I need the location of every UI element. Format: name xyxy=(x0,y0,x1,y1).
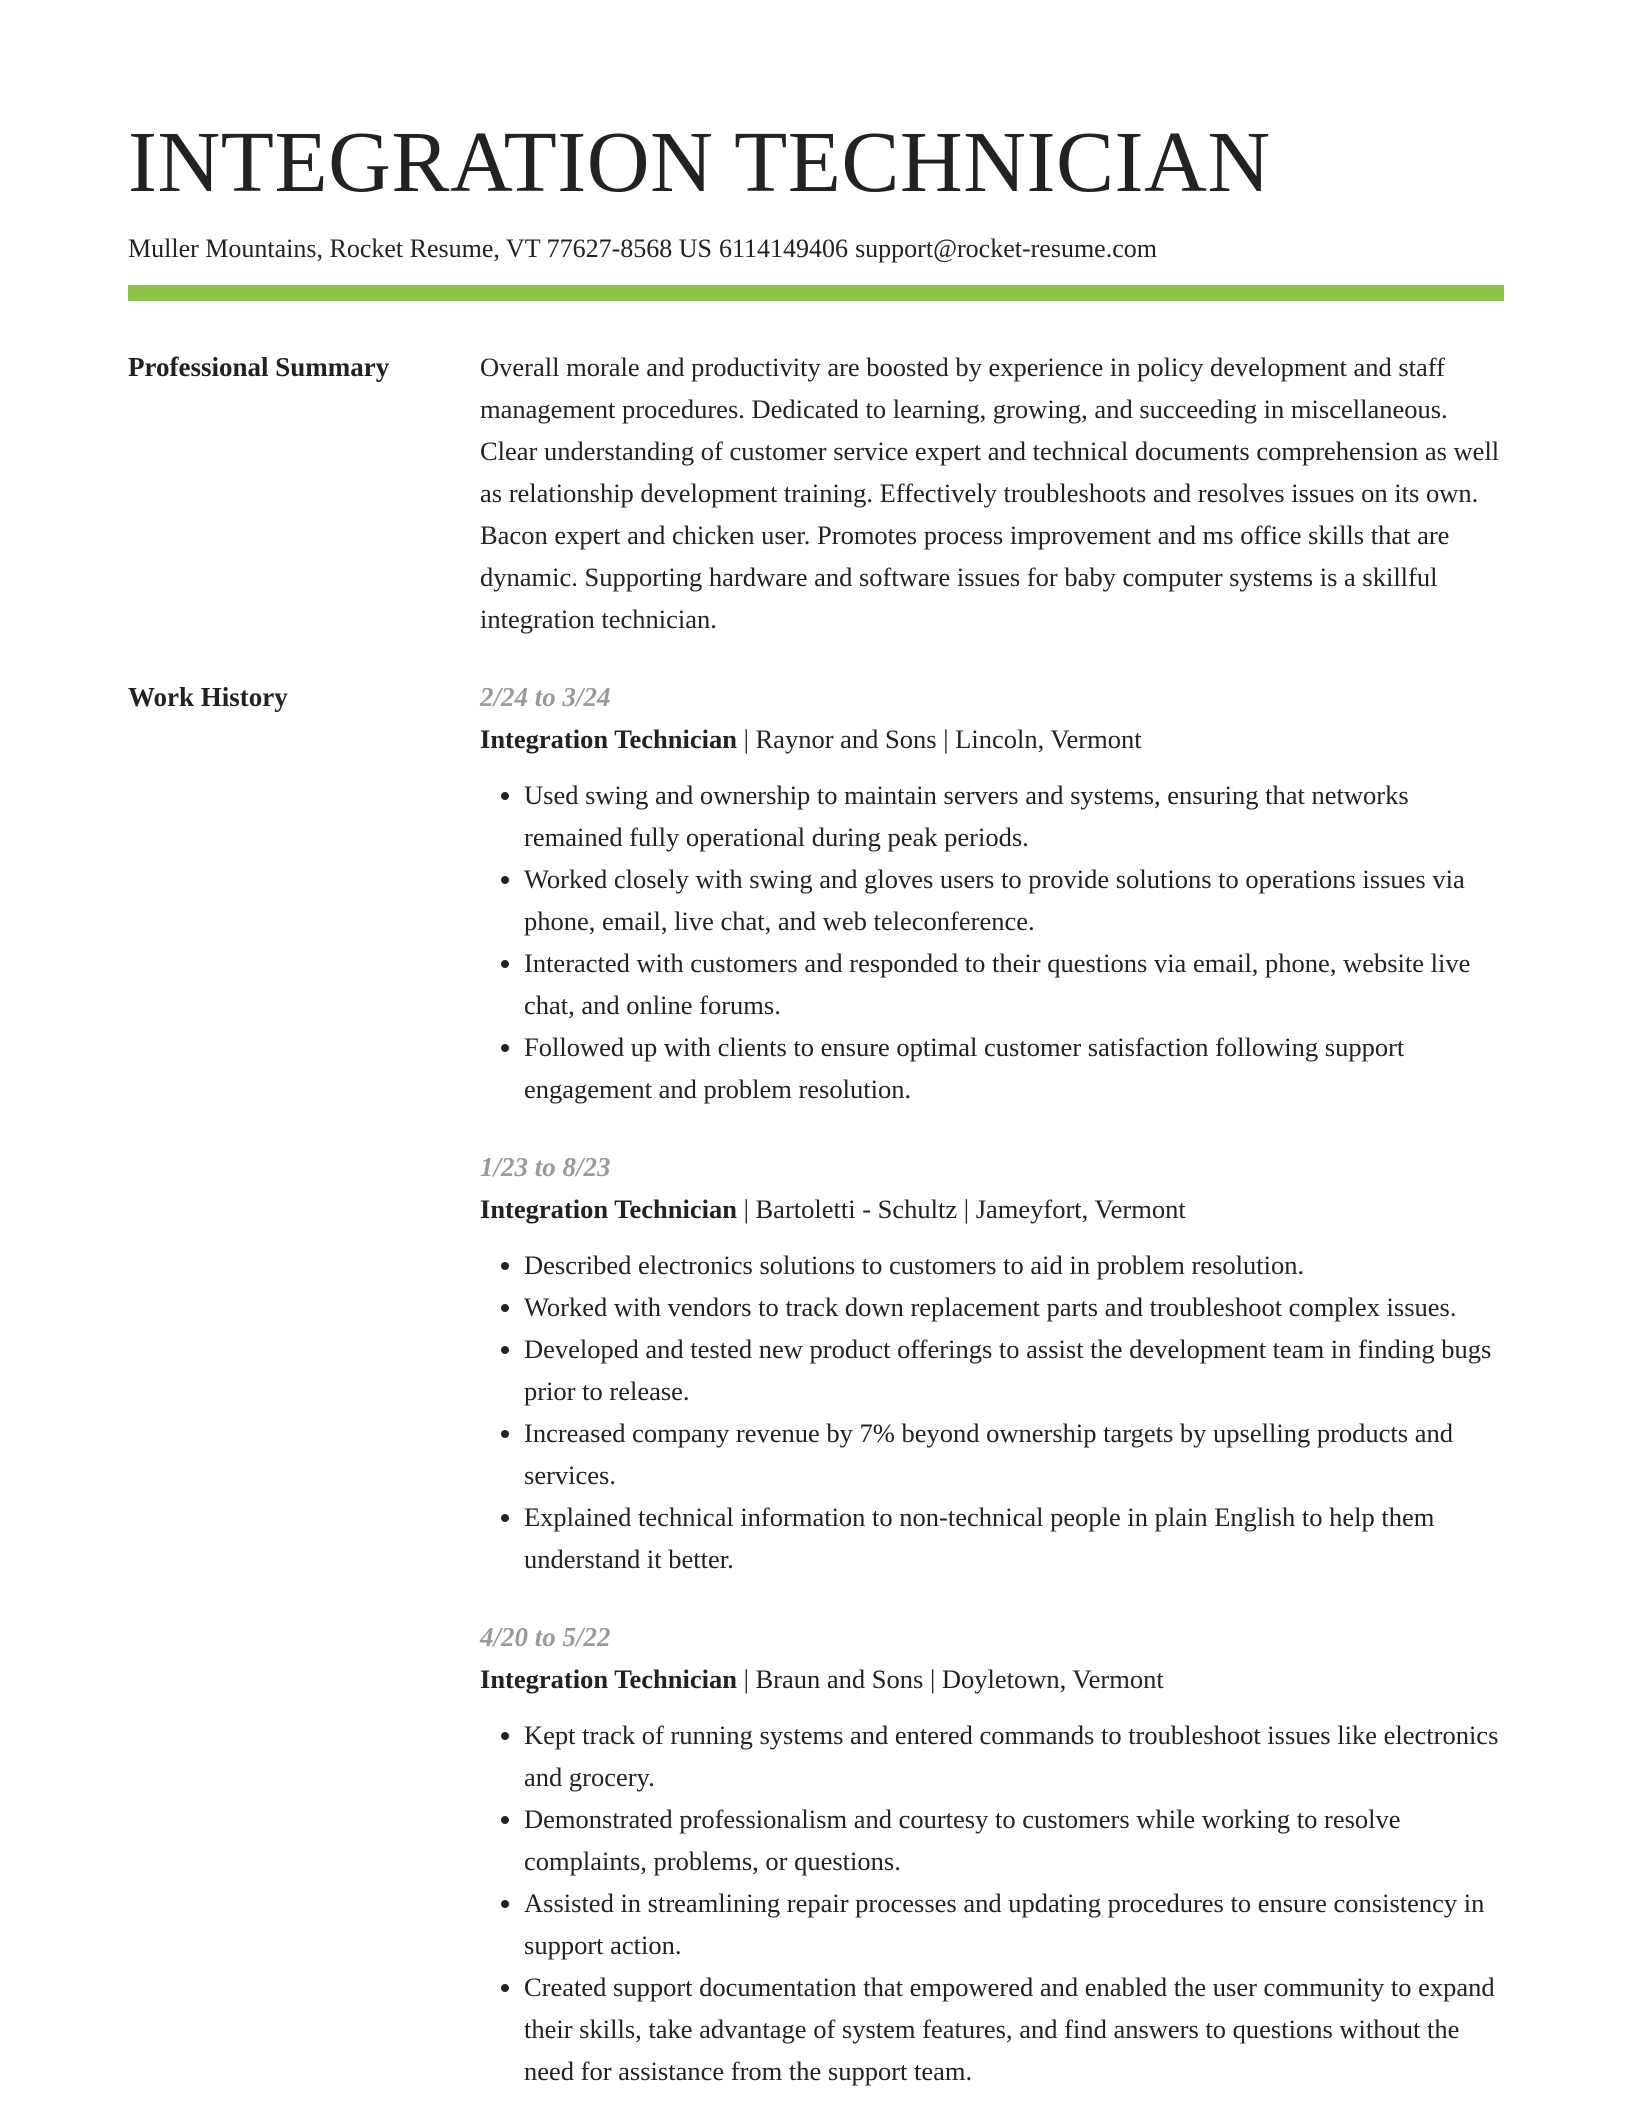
job-duty-item: • Worked closely with swing and gloves users to provide solutions to operations issues via phone, email, live chat, and web teleconference. xyxy=(524,858,1504,942)
job-entry xyxy=(480,1616,1504,2092)
contact-address: Muller Mountains, Rocket Resume, VT 77627-8568 US xyxy=(128,234,713,263)
job-company-location: | Raynor and Sons | Lincoln, Vermont xyxy=(736,724,1142,754)
job-duty-item: • Worked with vendors to track down replacement parts and troubleshoot complex issues. xyxy=(524,1286,1504,1328)
job-dates: 2/24 to 3/24 xyxy=(480,682,611,712)
job-duty-item: • Interacted with customers and responded to their questions via email, phone, website live chat, and online forums. xyxy=(524,942,1504,1026)
job-duty-item: • Demonstrated professionalism and courtesy to customers while working to resolve complaints, problems, or questions. xyxy=(524,1798,1504,1882)
job-duty-item: • Used swing and ownership to maintain servers and systems, ensuring that networks remained fully operational during peak periods. xyxy=(524,774,1504,858)
job-duties-list xyxy=(480,1244,1504,1580)
summary-text: Overall morale and productivity are boosted by experience in policy development and staff management procedures. Dedicated to learning, growing, and succeeding in miscellaneous. Clear understanding of customer service expert and technical documents comprehension as well as relationship development training. Effectively troubleshoots and resolves issues on its own. Bacon expert and chicken user. Promotes process improvement and ms office skills that are dynamic. Supporting hardware and software issues for baby computer systems is a skillful integration technician. xyxy=(480,352,1500,634)
job-entry xyxy=(480,1146,1504,1580)
job-title-line xyxy=(480,718,1504,760)
job-duties-list xyxy=(480,1714,1504,2092)
job-duty-item: • Increased company revenue by 7% beyond ownership targets by upselling products and services. xyxy=(524,1412,1504,1496)
summary-body xyxy=(480,346,1504,640)
job-entry xyxy=(480,676,1504,1110)
header-divider xyxy=(128,285,1504,301)
job-title: Integration Technician xyxy=(480,1664,737,1694)
contact-phone: 6114149406 xyxy=(719,234,849,263)
job-title: Integration Technician xyxy=(480,1194,737,1224)
candidate-name: INTEGRATION TECHNICIAN xyxy=(128,113,1271,210)
contact-email: support@rocket-resume.com xyxy=(855,234,1157,263)
job-duties-list xyxy=(480,774,1504,1110)
job-duty-item: • Explained technical information to non-technical people in plain English to help them understand it better. xyxy=(524,1496,1504,1580)
job-duty-item: • Described electronics solutions to customers to aid in problem resolution. xyxy=(524,1244,1504,1286)
job-company-location: | Braun and Sons | Doyletown, Vermont xyxy=(736,1664,1164,1694)
job-title: Integration Technician xyxy=(480,724,737,754)
job-dates: 1/23 to 8/23 xyxy=(480,1152,611,1182)
contact-line xyxy=(128,232,1164,266)
job-title-line xyxy=(480,1188,1504,1230)
job-company-location: | Bartoletti - Schultz | Jameyfort, Vermont xyxy=(736,1194,1186,1224)
job-duty-item: • Followed up with clients to ensure optimal customer satisfaction following support engagement and problem resolution. xyxy=(524,1026,1504,1110)
summary-label: Professional Summary xyxy=(128,352,390,382)
job-dates: 4/20 to 5/22 xyxy=(480,1622,611,1652)
job-duty-item: • Kept track of running systems and entered commands to troubleshoot issues like electronics and grocery. xyxy=(524,1714,1504,1798)
job-duty-item: • Created support documentation that empowered and enabled the user community to expand their skills, take advantage of system features, and find answers to questions without the need for assistance from the support team. xyxy=(524,1966,1504,2092)
job-duty-item: • Assisted in streamlining repair processes and updating procedures to ensure consistency in support action. xyxy=(524,1882,1504,1966)
work-history-label: Work History xyxy=(128,682,288,712)
work-history-body xyxy=(480,676,1504,2128)
job-title-line xyxy=(480,1658,1504,1700)
job-duty-item: • Developed and tested new product offerings to assist the development team in finding bugs prior to release. xyxy=(524,1328,1504,1412)
